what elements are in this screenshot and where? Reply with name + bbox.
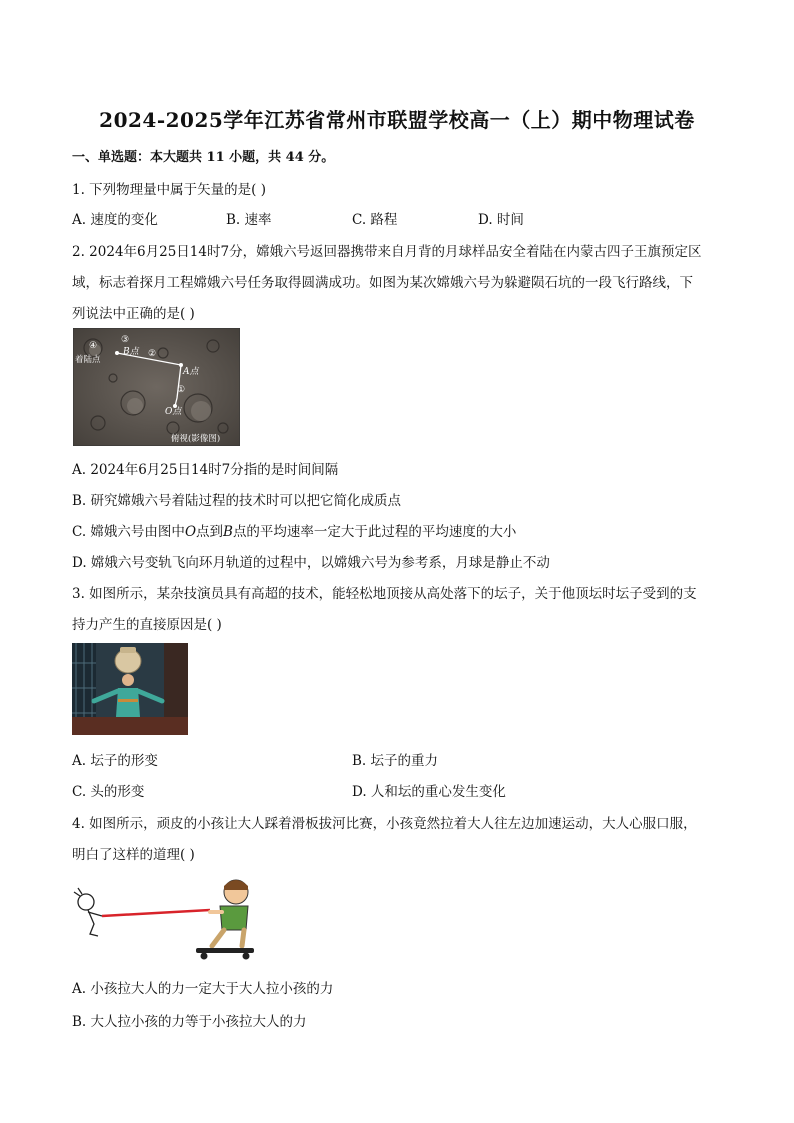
q1-option-d: D. 时间 [478,212,524,228]
q3-option-a: A. 坛子的形变 [72,753,158,769]
jar-mouth [120,647,136,653]
label-point-a: A点 [183,367,199,377]
q3-option-b: B. 坛子的重力 [352,753,439,769]
page-title: 2024-2025学年江苏省常州市联盟学校高一（上）期中物理试卷 [99,108,695,132]
question-2-line-3: 列说法中正确的是( ) [72,306,195,322]
skateboard-wheel-left [201,953,208,960]
label-circled-3: ③ [121,335,130,345]
q1-option-b: B. 速率 [226,212,272,228]
question-4-line-2: 明白了这样的道理( ) [72,847,195,863]
q2-option-c [72,520,516,540]
section-heading: 一、单选题：本大题共 11 小题，共 44 分。 [72,150,335,165]
q2-option-c-suffix: 点的平均速率一定大于此过程的平均速度的大小 [232,524,517,540]
q2-option-a: A. 2024年6月25日14时7分指的是时间间隔 [72,462,339,478]
figure-caption: 俯视(影像图) [171,434,221,444]
tug-of-war-figure [72,872,262,964]
q2-option-d: D. 嫦娥六号变轨飞向环月轨道的过程中，以嫦娥六号为参考系，月球是静止不动 [72,555,550,571]
rope [102,910,210,916]
skateboard [196,948,254,953]
q3-option-d: D. 人和坛的重心发生变化 [352,784,506,800]
q2-option-c-prefix: C. 嫦娥六号由图中 [72,524,185,540]
performer-belt [118,699,138,702]
question-3-line-2: 持力产生的直接原因是( ) [72,617,222,633]
q4-option-b: B. 大人拉小孩的力等于小孩拉大人的力 [72,1014,307,1030]
adult-figure [210,880,248,946]
q1-option-c: C. 路程 [352,212,398,228]
question-1-stem: 1. 下列物理量中属于矢量的是( ) [72,182,266,198]
skateboard-wheel-right [243,953,250,960]
child-figure [74,888,102,936]
q2-option-c-point-o: O [184,524,197,540]
lunar-surface-figure [73,328,240,446]
label-point-b: B点 [123,347,139,357]
q2-option-b: B. 研究嫦娥六号着陆过程的技术时可以把它简化成质点 [72,493,402,509]
label-point-o: O点 [165,407,182,417]
label-circled-1: ① [177,385,186,395]
q1-option-a: A. 速度的变化 [72,212,158,228]
question-3-line-1: 3. 如图所示，某杂技演员具有高超的技术，能轻松地顶接从高处落下的坛子，关于他顶坛时坛子受到的支 [72,586,697,602]
question-4-line-1: 4. 如图所示，顽皮的小孩让大人踩着滑板拔河比赛，小孩竟然拉着大人往左边加速运动，大人心服口服， [72,816,697,832]
q3-option-c: C. 头的形变 [72,784,145,800]
question-2-line-2: 域，标志着探月工程嫦娥六号任务取得圆满成功。如图为某次嫦娥六号为躲避陨石坑的一段飞行路线，下 [72,275,693,291]
label-landing-point: 着陆点 [75,355,101,365]
stage-floor [72,717,188,735]
performer-head [122,674,134,686]
acrobat-photo [72,643,188,735]
label-circled-4: ④ [89,341,98,351]
label-circled-2: ② [148,349,157,359]
landing-point-marker [115,351,119,355]
q4-option-a: A. 小孩拉大人的力一定大于大人拉小孩的力 [72,981,334,997]
question-2-line-1: 2. 2024年6月25日14时7分，嫦娥六号返回器携带来自月背的月球样品安全着陆在内蒙古四子王旗预定区 [72,244,702,260]
q2-option-c-middle: 点到 [196,524,224,540]
q2-option-c-point-b: B [223,524,233,540]
